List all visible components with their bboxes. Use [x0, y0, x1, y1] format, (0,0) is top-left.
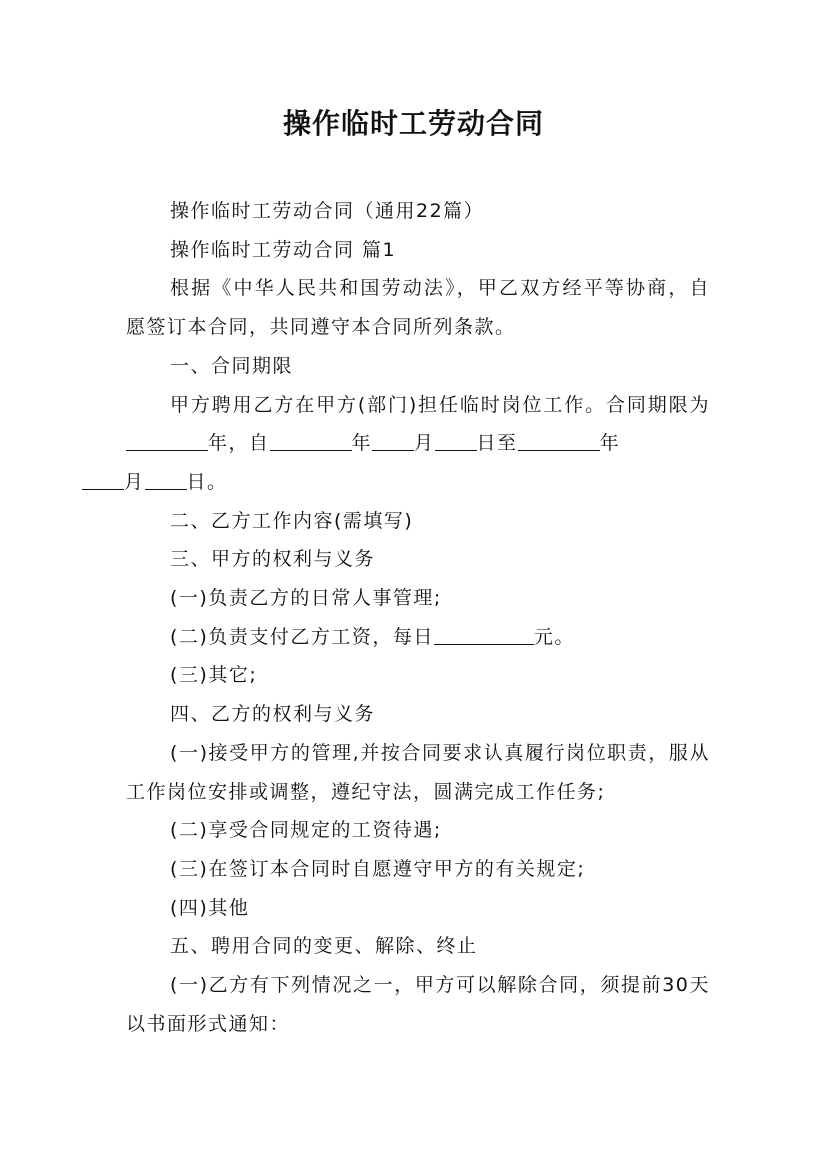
intro-paragraph: 根据《中华人民共和国劳动法》，甲乙双方经平等协商，自愿签订本合同，共同遵守本合同所列条款。	[126, 277, 710, 339]
document-body	[126, 192, 710, 1043]
term-text-b: 年，自	[208, 432, 270, 455]
blank-end-month	[82, 465, 124, 490]
blank-end-day	[145, 465, 187, 490]
party-b-item-2: (二)享受合同规定的工资待遇;	[170, 819, 442, 842]
term-text-f: 年	[599, 432, 621, 455]
wage-text-b: 元。	[533, 625, 575, 648]
term-text-c: 年	[351, 432, 373, 455]
blank-start-month	[372, 426, 414, 451]
document-subtitle: 操作临时工劳动合同（通用22篇）	[170, 200, 485, 222]
heading-work-content: 二、乙方工作内容(需填写)	[170, 509, 414, 532]
blank-daily-wage	[434, 620, 534, 645]
party-a-item-3: (三)其它;	[170, 664, 258, 687]
blank-years	[126, 426, 208, 451]
document-title: 操作临时工劳动合同	[282, 107, 544, 140]
party-b-item-1: (一)接受甲方的管理,并按合同要求认真履行岗位职责，服从工作岗位安排或调整，遵纪守法，圆满完成工作任务;	[126, 741, 710, 803]
term-text-g: 月	[124, 470, 145, 493]
party-a-item-1: (一)负责乙方的日常人事管理;	[170, 587, 442, 610]
contract-term-paragraph	[126, 386, 710, 502]
party-b-item-4: (四)其他	[170, 896, 250, 919]
term-text-a: 甲方聘用乙方在甲方(部门)担任临时岗位工作。合同期限为	[170, 393, 710, 416]
heading-contract-term: 一、合同期限	[170, 354, 294, 377]
heading-party-a-rights: 三、甲方的权利与义务	[170, 548, 376, 571]
section-heading: 操作临时工劳动合同 篇1	[170, 238, 397, 261]
term-text-d: 月	[414, 432, 435, 455]
term-text-h: 日。	[186, 470, 228, 493]
blank-end-year	[518, 426, 600, 451]
heading-party-b-rights: 四、乙方的权利与义务	[170, 703, 376, 726]
blank-start-day	[435, 426, 477, 451]
term-text-e: 日至	[476, 432, 518, 455]
party-a-item-2	[126, 618, 710, 657]
wage-text-a: (二)负责支付乙方工资，每日	[170, 625, 434, 648]
heading-contract-change: 五、聘用合同的变更、解除、终止	[170, 935, 478, 958]
party-b-item-3: (三)在签订本合同时自愿遵守甲方的有关规定;	[170, 857, 586, 880]
blank-start-year	[270, 426, 352, 451]
contract-change-item-1: (一)乙方有下列情况之一，甲方可以解除合同，须提前30天以书面形式通知：	[126, 974, 710, 1035]
